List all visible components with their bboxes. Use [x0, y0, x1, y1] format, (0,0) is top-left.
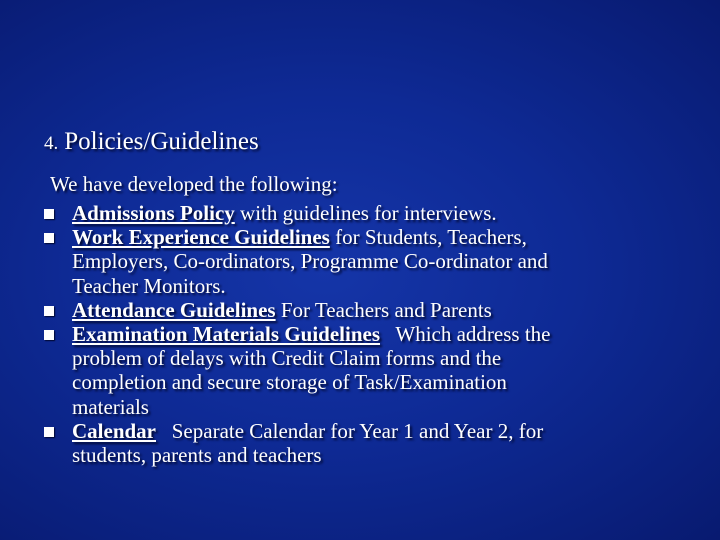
list-item	[44, 201, 704, 225]
slide-heading	[44, 128, 259, 156]
item-continuation: problem of delays with Credit Claim forms and the	[72, 346, 502, 371]
square-bullet-icon	[44, 306, 54, 316]
item-topic: Calendar	[72, 418, 156, 443]
item-text: for Students, Teachers,	[329, 225, 527, 250]
item-text: with guidelines for interviews.	[234, 201, 497, 225]
item-text: Which address the	[380, 322, 551, 347]
item-topic: Work Experience Guidelines	[72, 225, 330, 250]
list-item	[44, 298, 704, 322]
square-bullet-icon	[44, 209, 54, 219]
square-bullet-icon	[44, 330, 54, 340]
item-topic: Admissions Policy	[72, 201, 235, 225]
item-continuation: students, parents and teachers	[72, 443, 322, 468]
square-bullet-icon	[44, 427, 54, 437]
list-item	[44, 322, 704, 419]
square-bullet-icon	[44, 233, 54, 243]
item-continuation: Teacher Monitors.	[72, 273, 226, 298]
bullet-list	[44, 201, 704, 467]
item-topic: Examination Materials Guidelines	[72, 322, 381, 347]
item-text: Separate Calendar for Year 1 and Year 2, for	[156, 418, 544, 443]
item-topic: Attendance Guidelines	[72, 297, 276, 322]
list-item	[44, 225, 704, 298]
item-continuation: materials	[72, 394, 149, 419]
heading-title: Policies/Guidelines	[64, 128, 259, 155]
list-item	[44, 419, 704, 467]
intro-text: We have developed the following:	[50, 172, 338, 196]
item-text: For Teachers and Parents	[275, 297, 492, 322]
heading-number: 4.	[44, 133, 59, 154]
item-continuation: completion and secure storage of Task/Examination	[72, 370, 507, 395]
item-continuation: Employers, Co-ordinators, Programme Co-ordinator and	[72, 249, 548, 274]
